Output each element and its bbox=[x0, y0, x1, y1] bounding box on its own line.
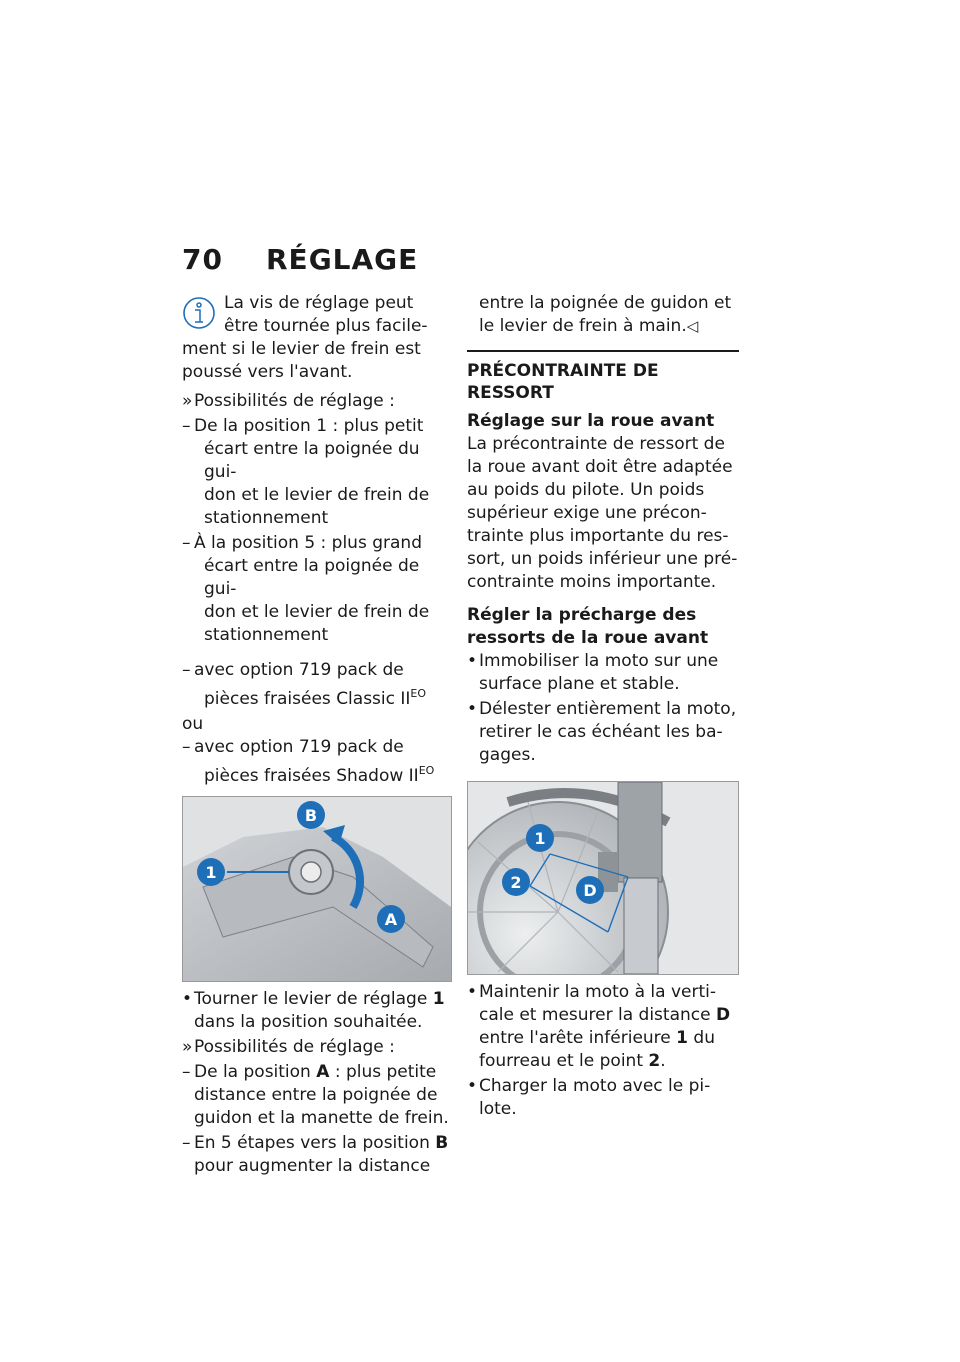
front-wheel-figure bbox=[467, 781, 739, 975]
continuation: entre la poignée de guidon et le levier de frein à main.◁ bbox=[479, 293, 732, 336]
dash-marker: – bbox=[182, 1062, 191, 1082]
callout-b: B bbox=[304, 806, 318, 825]
bullet-marker: • bbox=[467, 1076, 478, 1096]
arrow-marker: » bbox=[182, 391, 193, 411]
callout-1: 1 bbox=[534, 829, 546, 848]
list-item: – De la position 1 : plus petit écart entre la poignée du gui- don et le levier de frein de stationnement bbox=[182, 416, 430, 528]
arrow-marker: » bbox=[182, 1037, 193, 1057]
callout-1: 1 bbox=[205, 863, 217, 882]
bullet-marker: • bbox=[467, 651, 478, 671]
dash-marker: – bbox=[182, 1133, 191, 1153]
callout-a: A bbox=[384, 910, 398, 929]
list-item: • Maintenir la moto à la verti- cale et mesurer la distance D entre l'arête inférieure 1 du fourreau et le point 2. bbox=[467, 982, 731, 1071]
left-column bbox=[182, 292, 452, 1180]
end-of-section-icon: ◁ bbox=[686, 317, 699, 335]
result-line: » Possibilités de réglage : bbox=[182, 1037, 395, 1057]
bullet-marker: • bbox=[467, 699, 478, 719]
section-divider bbox=[467, 350, 739, 352]
list-item: • Charger la moto avec le pi- lote. bbox=[467, 1076, 711, 1119]
list-item: – En 5 étapes vers la position B pour augmenter la distance bbox=[182, 1133, 449, 1176]
list-item: • Immobiliser la moto sur une surface plane et stable. bbox=[467, 651, 719, 694]
subheading: Régler la précharge des ressorts de la roue avant bbox=[467, 605, 709, 648]
page-header bbox=[182, 243, 742, 283]
section-title: RÉGLAGE bbox=[266, 243, 419, 276]
note-line: La vis de réglage peut bbox=[224, 293, 414, 313]
note-line: être tournée plus facile- bbox=[224, 316, 428, 336]
brake-lever-figure bbox=[182, 796, 452, 982]
info-icon bbox=[182, 294, 216, 332]
callout-2: 2 bbox=[510, 873, 522, 892]
or-text: ou bbox=[182, 714, 204, 734]
option-item: – avec option 719 pack de pièces fraisées Classic $II^{EO}$ bbox=[182, 660, 427, 709]
list-item: – De la position A : plus petite distance entre la poignée de guidon et la manette de frein. bbox=[182, 1062, 449, 1128]
dash-marker: – bbox=[182, 416, 191, 436]
note-line: ment si le levier de frein est poussé vers l'avant. bbox=[182, 339, 421, 382]
dash-marker: – bbox=[182, 660, 191, 680]
bullet-marker: • bbox=[182, 989, 193, 1009]
callout-d: D bbox=[583, 881, 597, 900]
list-item: • Délester entièrement la moto, retirer le cas échéant les ba- gages. bbox=[467, 699, 737, 765]
bullet-marker: • bbox=[467, 982, 478, 1002]
right-column bbox=[467, 292, 739, 1123]
info-note bbox=[182, 292, 452, 384]
option-item: – avec option 719 pack de pièces fraisées Shadow $II^{EO}$ bbox=[182, 737, 435, 786]
page-number: 70 bbox=[182, 243, 223, 276]
paragraph: La précontrainte de ressort de la roue avant doit être adaptée au poids du pilote. Un poids supérieur exige une précon- trainte plus importante du res- sort, un poids inférieur une pré- contrainte moins importante. bbox=[467, 434, 738, 592]
list-item: – À la position 5 : plus grand écart entre la poignée de gui- don et le levier de frein de stationnement bbox=[182, 533, 430, 645]
section-heading: PRÉCONTRAINTE DE RESSORT bbox=[467, 361, 659, 403]
list-item: • Tourner le levier de réglage 1 dans la position souhaitée. bbox=[182, 989, 445, 1032]
dash-marker: – bbox=[182, 533, 191, 553]
subheading: Réglage sur la roue avant bbox=[467, 411, 715, 431]
result-line: » Possibilités de réglage : bbox=[182, 391, 395, 411]
dash-marker: – bbox=[182, 737, 191, 757]
